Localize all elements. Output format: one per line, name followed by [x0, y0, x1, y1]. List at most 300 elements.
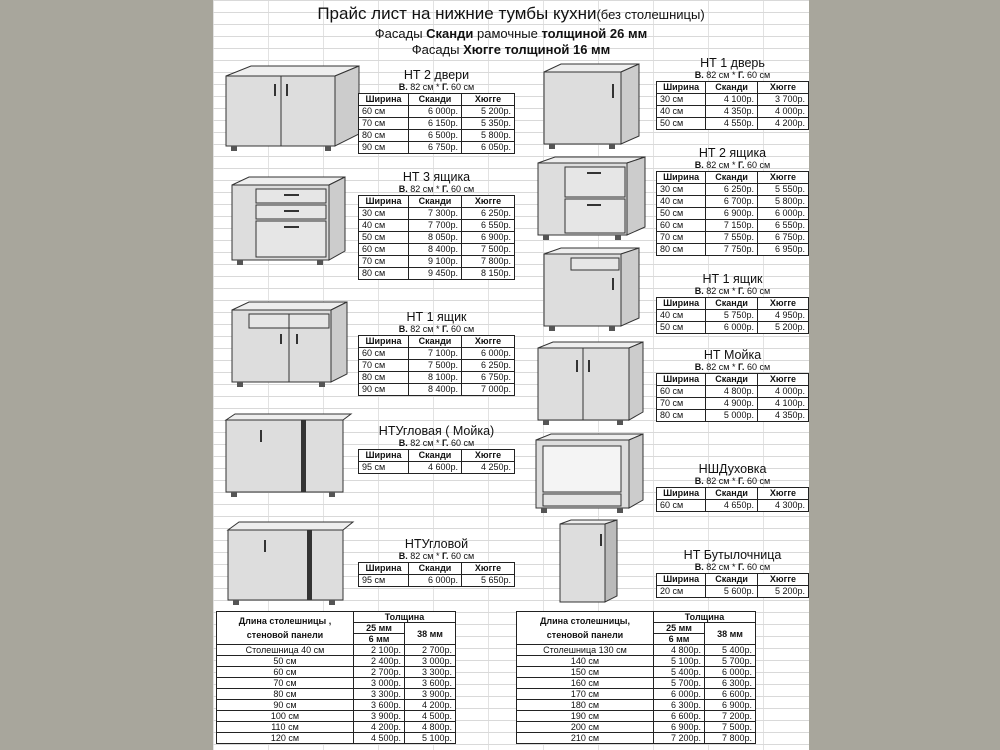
width-cell: 60 см: [359, 244, 409, 256]
price-table: [358, 449, 515, 474]
table-row: [359, 106, 515, 118]
width-cell: 80 см: [657, 410, 706, 422]
scandi-price-cell: 4 100р.: [706, 94, 758, 106]
price-25mm-cell: 6 000р.: [654, 689, 705, 700]
price-38mm-cell: 6 300р.: [705, 678, 756, 689]
price-table: [656, 487, 809, 512]
width-cell: 95 см: [359, 462, 409, 474]
cabinet-name: НТ 2 двери: [403, 68, 470, 82]
hygge-price-cell: 5 200р.: [462, 106, 515, 118]
price-38mm-cell: 4 200р.: [405, 700, 456, 711]
scandi-price-cell: 8 050р.: [409, 232, 462, 244]
col-hygge-header: Хюгге: [462, 563, 515, 575]
width-cell: 60 см: [657, 220, 706, 232]
col-scandi-header: Сканди: [409, 94, 462, 106]
scandi-price-cell: 7 100р.: [409, 348, 462, 360]
scandi-price-cell: 4 800р.: [706, 386, 758, 398]
scandi-price-cell: 6 000р.: [409, 575, 462, 587]
price-25mm-cell: 2 700р.: [354, 667, 405, 678]
left-background-strip: [0, 0, 42, 750]
hygge-price-cell: 8 150р.: [462, 268, 515, 280]
width-cell: 80 см: [657, 244, 706, 256]
sub2-b: Хюгге: [463, 42, 501, 57]
price-38mm-cell: 4 800р.: [405, 722, 456, 733]
table-row: [657, 184, 809, 196]
col-scandi-header: Сканди: [706, 82, 758, 94]
width-cell: 30 см: [657, 94, 706, 106]
hygge-price-cell: 6 950р.: [757, 244, 808, 256]
hygge-price-cell: 5 650р.: [462, 575, 515, 587]
width-cell: 40 см: [657, 106, 706, 118]
scandi-price-cell: 7 700р.: [409, 220, 462, 232]
cabinet-name: НШДуховка: [698, 462, 767, 476]
col-hygge-header: Хюгге: [757, 574, 808, 586]
price-block: [358, 68, 515, 154]
length-cell: 210 см: [517, 733, 654, 744]
table-row: [359, 462, 515, 474]
scandi-price-cell: 9 100р.: [409, 256, 462, 268]
length-cell: 100 см: [217, 711, 354, 722]
scandi-price-cell: 6 700р.: [706, 196, 758, 208]
table-row: [217, 733, 456, 744]
price-38mm-cell: 5 700р.: [705, 656, 756, 667]
table-row: [517, 656, 756, 667]
price-table: [358, 335, 515, 396]
width-cell: 90 см: [359, 384, 409, 396]
price-table: [656, 297, 809, 334]
price-25mm-cell: 4 500р.: [354, 733, 405, 744]
cabinet-sink-image: [535, 340, 645, 426]
price-table: [358, 93, 515, 154]
price-block: [358, 424, 515, 474]
hygge-price-cell: 5 800р.: [757, 196, 808, 208]
hygge-price-cell: 3 700р.: [757, 94, 808, 106]
cabinet-name: НТ 3 ящика: [402, 170, 471, 184]
title-note: (без столешницы): [596, 7, 705, 22]
col-hygge-header: Хюгге: [462, 94, 515, 106]
table-row: [517, 645, 756, 656]
length-cell: 90 см: [217, 700, 354, 711]
length-cell: 70 см: [217, 678, 354, 689]
col-width-header: Ширина: [359, 336, 409, 348]
table-row: [359, 130, 515, 142]
col-scandi-header: Сканди: [409, 336, 462, 348]
right-background-strip: [958, 0, 1000, 750]
table-row: [517, 689, 756, 700]
cabinet-oven-image: [533, 432, 645, 516]
scandi-price-cell: 5 000р.: [706, 410, 758, 422]
table-row: [359, 142, 515, 154]
col-38mm-header: 38 мм: [705, 623, 756, 645]
hygge-price-cell: 4 350р.: [757, 410, 808, 422]
price-block: [656, 146, 809, 256]
price-block: [656, 462, 809, 512]
cabinet-name: НТ 2 ящика: [698, 146, 767, 160]
length-header: Длина столешницы , стеновой панели: [217, 612, 354, 645]
col-scandi-header: Сканди: [706, 374, 758, 386]
col-scandi-header: Сканди: [706, 488, 758, 500]
table-row: [657, 500, 809, 512]
table-row: [657, 386, 809, 398]
thickness-header: Толщина: [654, 612, 756, 623]
hygge-price-cell: 6 550р.: [462, 220, 515, 232]
price-block: [656, 272, 809, 334]
cabinet-2-doors-image: [221, 62, 361, 152]
col-hygge-header: Хюгге: [757, 82, 808, 94]
length-cell: 150 см: [517, 667, 654, 678]
cabinet-size: В. 82 см * Г. 60 см: [398, 438, 475, 448]
table-row: [517, 678, 756, 689]
price-table: [656, 171, 809, 256]
length-cell: 50 см: [217, 656, 354, 667]
table-row: [517, 700, 756, 711]
col-scandi-header: Сканди: [409, 563, 462, 575]
table-row: [217, 656, 456, 667]
col-6mm-header: 6 мм: [354, 634, 405, 645]
cabinet-name: НТ Мойка: [703, 348, 762, 362]
length-header: Длина столешницы, стеновой панели: [517, 612, 654, 645]
page-title: [213, 4, 809, 24]
price-38mm-cell: 2 700р.: [405, 645, 456, 656]
price-38mm-cell: 3 300р.: [405, 667, 456, 678]
col-scandi-header: Сканди: [706, 172, 758, 184]
width-cell: 50 см: [657, 322, 706, 334]
table-row: [359, 118, 515, 130]
cabinet-size: В. 82 см * Г. 60 см: [398, 324, 475, 334]
cabinet-name: НТ 1 дверь: [700, 56, 765, 70]
sub1-a: Фасады: [374, 26, 427, 41]
scandi-price-cell: 6 900р.: [706, 208, 758, 220]
length-cell: 160 см: [517, 678, 654, 689]
hygge-price-cell: 6 750р.: [462, 372, 515, 384]
cabinet-size: В. 82 см * Г. 60 см: [694, 562, 771, 572]
table-row: [359, 220, 515, 232]
scandi-price-cell: 8 400р.: [409, 244, 462, 256]
price-38mm-cell: 6 600р.: [705, 689, 756, 700]
price-table: [656, 573, 809, 598]
price-25mm-cell: 3 600р.: [354, 700, 405, 711]
col-hygge-header: Хюгге: [462, 450, 515, 462]
scandi-price-cell: 6 000р.: [409, 106, 462, 118]
price-table: [358, 195, 515, 280]
hygge-price-cell: 5 200р.: [757, 586, 808, 598]
col-hygge-header: Хюгге: [462, 196, 515, 208]
scandi-price-cell: 6 000р.: [706, 322, 758, 334]
table-row: [359, 232, 515, 244]
hygge-price-cell: 6 250р.: [462, 360, 515, 372]
price-table: [656, 81, 809, 130]
table-row: [657, 398, 809, 410]
price-block: [656, 548, 809, 598]
cabinet-size: В. 82 см * Г. 60 см: [398, 82, 475, 92]
hygge-price-cell: 6 750р.: [757, 232, 808, 244]
table-row: [517, 667, 756, 678]
col-hygge-header: Хюгге: [757, 488, 808, 500]
width-cell: 60 см: [359, 348, 409, 360]
price-block: [656, 348, 809, 422]
price-block: [358, 310, 515, 396]
width-cell: 80 см: [359, 372, 409, 384]
width-cell: 50 см: [657, 118, 706, 130]
price-25mm-cell: 2 100р.: [354, 645, 405, 656]
hygge-price-cell: 4 000р.: [757, 106, 808, 118]
table-row: [359, 268, 515, 280]
scandi-price-cell: 8 100р.: [409, 372, 462, 384]
col-width-header: Ширина: [657, 574, 706, 586]
col-width-header: Ширина: [359, 196, 409, 208]
thickness-header: Толщина: [354, 612, 456, 623]
table-row: [517, 733, 756, 744]
hygge-price-cell: 4 250р.: [462, 462, 515, 474]
width-cell: 40 см: [657, 310, 706, 322]
col-hygge-header: Хюгге: [757, 172, 808, 184]
table-row: [217, 711, 456, 722]
price-25mm-cell: 3 000р.: [354, 678, 405, 689]
hygge-price-cell: 4 200р.: [757, 118, 808, 130]
scandi-price-cell: 7 500р.: [409, 360, 462, 372]
sub1-c: рамочные: [473, 26, 542, 41]
hygge-price-cell: 7 500р.: [462, 244, 515, 256]
sub2-a: Фасады: [411, 42, 464, 57]
subtitle-hygge: [213, 42, 809, 57]
price-38mm-cell: 4 500р.: [405, 711, 456, 722]
col-25mm-header: 25 мм: [654, 623, 705, 634]
hygge-price-cell: 4 300р.: [757, 500, 808, 512]
cabinet-corner-sink-image: [223, 412, 353, 498]
table-row: [657, 322, 809, 334]
sub1-b: Сканди: [426, 26, 474, 41]
hygge-price-cell: 6 000р.: [757, 208, 808, 220]
scandi-price-cell: 6 150р.: [409, 118, 462, 130]
hygge-price-cell: 4 100р.: [757, 398, 808, 410]
cabinet-1-door-image: [541, 62, 641, 152]
scandi-price-cell: 7 300р.: [409, 208, 462, 220]
subtitle-scandi: [213, 26, 809, 41]
price-38mm-cell: 6 000р.: [705, 667, 756, 678]
hygge-price-cell: 5 350р.: [462, 118, 515, 130]
col-scandi-header: Сканди: [409, 196, 462, 208]
scandi-price-cell: 4 650р.: [706, 500, 758, 512]
scandi-price-cell: 5 750р.: [706, 310, 758, 322]
scandi-price-cell: 7 150р.: [706, 220, 758, 232]
price-25mm-cell: 4 800р.: [654, 645, 705, 656]
table-row: [217, 645, 456, 656]
length-cell: Столешница 40 см: [217, 645, 354, 656]
hygge-price-cell: 5 200р.: [757, 322, 808, 334]
table-row: [657, 244, 809, 256]
scandi-price-cell: 6 750р.: [409, 142, 462, 154]
price-25mm-cell: 5 100р.: [654, 656, 705, 667]
cabinet-1-drawer-image: [229, 300, 351, 388]
table-row: [517, 722, 756, 733]
cabinet-size: В. 82 см * Г. 60 см: [694, 476, 771, 486]
price-25mm-cell: 3 300р.: [354, 689, 405, 700]
col-scandi-header: Сканди: [409, 450, 462, 462]
table-row: [359, 575, 515, 587]
col-hygge-header: Хюгге: [757, 298, 808, 310]
hygge-price-cell: 7 800р.: [462, 256, 515, 268]
price-38mm-cell: 3 600р.: [405, 678, 456, 689]
col-25mm-header: 25 мм: [354, 623, 405, 634]
hygge-price-cell: 6 550р.: [757, 220, 808, 232]
scandi-price-cell: 6 250р.: [706, 184, 758, 196]
cabinet-2-drawers-image: [535, 155, 647, 241]
cabinet-size: В. 82 см * Г. 60 см: [694, 362, 771, 372]
table-row: [359, 360, 515, 372]
length-cell: 120 см: [217, 733, 354, 744]
cabinet-name: НТ 1 ящик: [406, 310, 467, 324]
hygge-price-cell: 5 550р.: [757, 184, 808, 196]
cabinet-3-drawers-image: [229, 175, 349, 267]
table-row: [217, 722, 456, 733]
table-row: [217, 689, 456, 700]
hygge-price-cell: 6 050р.: [462, 142, 515, 154]
scandi-price-cell: 6 500р.: [409, 130, 462, 142]
sub1-d: толщиной 26 мм: [541, 26, 648, 41]
table-row: [657, 208, 809, 220]
price-38mm-cell: 6 900р.: [705, 700, 756, 711]
width-cell: 30 см: [359, 208, 409, 220]
col-scandi-header: Сканди: [706, 574, 758, 586]
length-cell: 190 см: [517, 711, 654, 722]
length-cell: 180 см: [517, 700, 654, 711]
hygge-price-cell: 6 900р.: [462, 232, 515, 244]
table-row: [657, 106, 809, 118]
hygge-price-cell: 6 000р.: [462, 348, 515, 360]
hygge-price-cell: 7 000р.: [462, 384, 515, 396]
table-row: [359, 256, 515, 268]
width-cell: 60 см: [657, 500, 706, 512]
price-38mm-cell: 3 000р.: [405, 656, 456, 667]
cabinet-size: В. 82 см * Г. 60 см: [694, 286, 771, 296]
table-row: [657, 310, 809, 322]
scandi-price-cell: 9 450р.: [409, 268, 462, 280]
width-cell: 70 см: [359, 256, 409, 268]
price-25mm-cell: 6 900р.: [654, 722, 705, 733]
price-25mm-cell: 7 200р.: [654, 733, 705, 744]
hygge-price-cell: 4 950р.: [757, 310, 808, 322]
table-row: [217, 700, 456, 711]
col-scandi-header: Сканди: [706, 298, 758, 310]
scandi-price-cell: 4 350р.: [706, 106, 758, 118]
hygge-price-cell: 6 250р.: [462, 208, 515, 220]
price-25mm-cell: 3 900р.: [354, 711, 405, 722]
width-cell: 80 см: [359, 268, 409, 280]
width-cell: 70 см: [359, 118, 409, 130]
price-25mm-cell: 6 300р.: [654, 700, 705, 711]
scandi-price-cell: 8 400р.: [409, 384, 462, 396]
table-row: [657, 220, 809, 232]
col-width-header: Ширина: [657, 172, 706, 184]
width-cell: 90 см: [359, 142, 409, 154]
sub2-d: толщиной 16 мм: [504, 42, 611, 57]
cabinet-size: В. 82 см * Г. 60 см: [398, 184, 475, 194]
table-row: [657, 410, 809, 422]
table-row: [517, 711, 756, 722]
col-width-header: Ширина: [657, 298, 706, 310]
price-38mm-cell: 7 500р.: [705, 722, 756, 733]
price-25mm-cell: 5 400р.: [654, 667, 705, 678]
width-cell: 60 см: [359, 106, 409, 118]
hygge-price-cell: 5 800р.: [462, 130, 515, 142]
table-row: [657, 232, 809, 244]
scandi-price-cell: 4 900р.: [706, 398, 758, 410]
price-38mm-cell: 3 900р.: [405, 689, 456, 700]
price-sheet: [213, 0, 809, 750]
price-38mm-cell: 7 800р.: [705, 733, 756, 744]
scandi-price-cell: 5 600р.: [706, 586, 758, 598]
length-cell: Столешница 130 см: [517, 645, 654, 656]
table-row: [359, 244, 515, 256]
width-cell: 70 см: [359, 360, 409, 372]
col-width-header: Ширина: [657, 488, 706, 500]
cabinet-corner-image: [225, 520, 355, 606]
cabinet-name: НТ 1 ящик: [702, 272, 763, 286]
length-cell: 60 см: [217, 667, 354, 678]
table-row: [359, 208, 515, 220]
width-cell: 60 см: [657, 386, 706, 398]
cabinet-name: НТУгловая ( Мойка): [378, 424, 495, 438]
col-6mm-header: 6 мм: [654, 634, 705, 645]
table-row: [657, 586, 809, 598]
width-cell: 40 см: [657, 196, 706, 208]
table-row: [359, 384, 515, 396]
hygge-price-cell: 4 000р.: [757, 386, 808, 398]
col-width-header: Ширина: [359, 563, 409, 575]
col-38mm-header: 38 мм: [405, 623, 456, 645]
cabinet-size: В. 82 см * Г. 60 см: [398, 551, 475, 561]
length-cell: 110 см: [217, 722, 354, 733]
width-cell: 70 см: [657, 398, 706, 410]
table-row: [359, 372, 515, 384]
price-block: [358, 170, 515, 280]
price-25mm-cell: 2 400р.: [354, 656, 405, 667]
price-table: [656, 373, 809, 422]
cabinet-size: В. 82 см * Г. 60 см: [694, 70, 771, 80]
price-25mm-cell: 5 700р.: [654, 678, 705, 689]
col-hygge-header: Хюгге: [462, 336, 515, 348]
length-cell: 140 см: [517, 656, 654, 667]
cabinet-name: НТУгловой: [404, 537, 469, 551]
width-cell: 80 см: [359, 130, 409, 142]
price-block: [358, 537, 515, 587]
price-table: [358, 562, 515, 587]
col-width-header: Ширина: [359, 94, 409, 106]
price-38mm-cell: 5 100р.: [405, 733, 456, 744]
table-row: [217, 667, 456, 678]
cabinet-size: В. 82 см * Г. 60 см: [694, 160, 771, 170]
price-38mm-cell: 5 400р.: [705, 645, 756, 656]
col-hygge-header: Хюгге: [757, 374, 808, 386]
length-cell: 80 см: [217, 689, 354, 700]
col-width-header: Ширина: [657, 82, 706, 94]
width-cell: 50 см: [657, 208, 706, 220]
price-38mm-cell: 7 200р.: [705, 711, 756, 722]
scandi-price-cell: 7 750р.: [706, 244, 758, 256]
cabinet-bottle-rack-image: [557, 518, 619, 608]
length-cell: 200 см: [517, 722, 654, 733]
price-25mm-cell: 6 600р.: [654, 711, 705, 722]
table-row: [657, 196, 809, 208]
width-cell: 20 см: [657, 586, 706, 598]
width-cell: 50 см: [359, 232, 409, 244]
countertop-table: [216, 611, 456, 744]
table-row: [217, 678, 456, 689]
price-25mm-cell: 4 200р.: [354, 722, 405, 733]
countertop-table: [516, 611, 756, 744]
table-row: [657, 94, 809, 106]
price-block: [656, 56, 809, 130]
